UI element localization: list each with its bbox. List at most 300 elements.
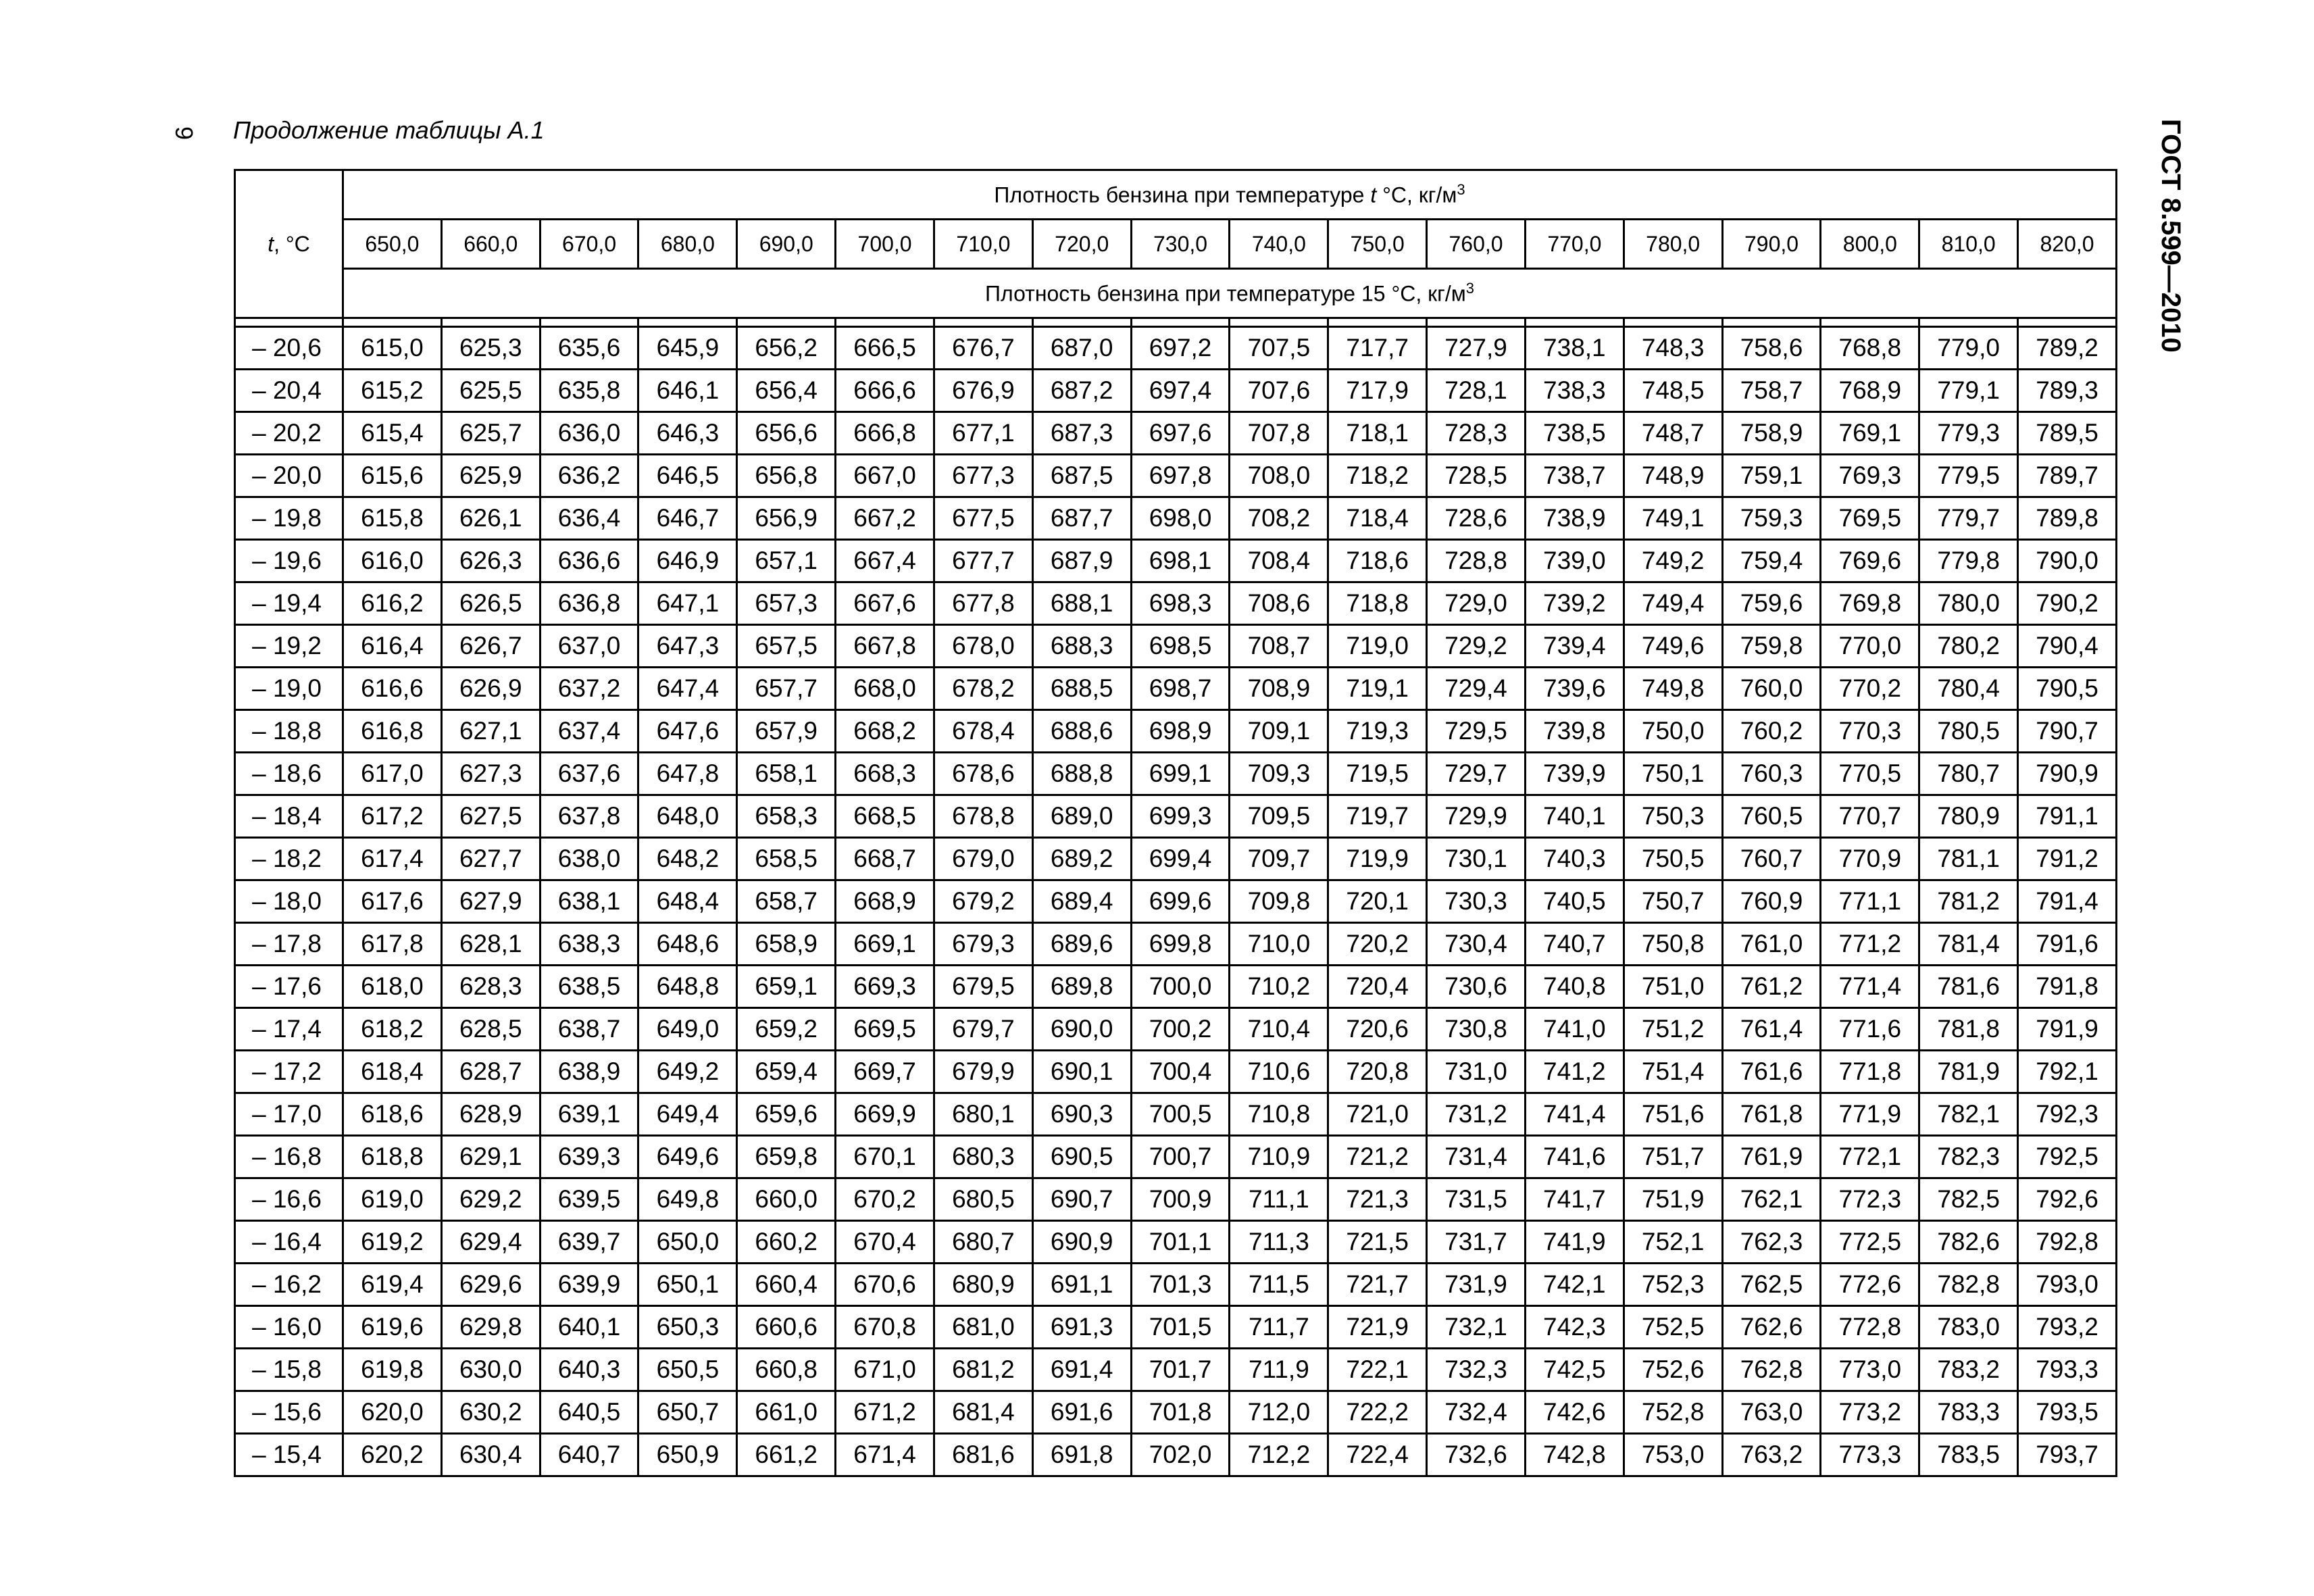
table-body	[235, 327, 2117, 1476]
density-column-header: 790,0	[1722, 220, 1821, 269]
density-cell: 630,2	[441, 1391, 540, 1434]
density-cell: 758,9	[1722, 412, 1821, 455]
density-cell: 637,4	[540, 710, 638, 753]
density-cell: 793,0	[2018, 1264, 2117, 1306]
density-cell: 781,2	[1919, 880, 2018, 923]
density-cell: 645,9	[638, 327, 737, 370]
density-cell: 647,8	[638, 753, 737, 795]
density-cell: 783,2	[1919, 1349, 2018, 1391]
density-cell: 780,7	[1919, 753, 2018, 795]
density-cell: 779,8	[1919, 540, 2018, 582]
density-cell: 779,1	[1919, 370, 2018, 412]
density-cell: 668,3	[836, 753, 934, 795]
density-cell: 730,8	[1427, 1008, 1526, 1051]
gap-cell	[836, 318, 934, 327]
density-cell: 702,0	[1131, 1434, 1230, 1476]
density-cell: 646,3	[638, 412, 737, 455]
density-cell: 711,5	[1230, 1264, 1328, 1306]
density-cell: 789,2	[2018, 327, 2117, 370]
density-cell: 677,1	[934, 412, 1032, 455]
density-cell: 637,6	[540, 753, 638, 795]
density-cell: 661,0	[737, 1391, 836, 1434]
density-cell: 719,5	[1328, 753, 1427, 795]
density-cell: 618,6	[343, 1093, 442, 1136]
density-cell: 709,1	[1230, 710, 1328, 753]
table-row	[235, 1434, 2117, 1476]
density-cell: 732,4	[1427, 1391, 1526, 1434]
density-cell: 636,0	[540, 412, 638, 455]
density-cell: 646,1	[638, 370, 737, 412]
density-cell: 792,5	[2018, 1136, 2117, 1178]
density-cell: 668,9	[836, 880, 934, 923]
density-cell: 699,6	[1131, 880, 1230, 923]
density-cell: 638,7	[540, 1008, 638, 1051]
density-cell: 639,3	[540, 1136, 638, 1178]
density-cell: 650,9	[638, 1434, 737, 1476]
table-row	[235, 753, 2117, 795]
density-cell: 701,3	[1131, 1264, 1230, 1306]
density-cell: 625,3	[441, 327, 540, 370]
density-cell: 660,2	[737, 1221, 836, 1264]
density-cell: 617,8	[343, 923, 442, 966]
density-cell: 627,3	[441, 753, 540, 795]
density-cell: 699,1	[1131, 753, 1230, 795]
density-cell: 712,2	[1230, 1434, 1328, 1476]
density-cell: 741,9	[1525, 1221, 1624, 1264]
density-cell: 636,4	[540, 497, 638, 540]
density-cell: 707,5	[1230, 327, 1328, 370]
density-cell: 667,0	[836, 455, 934, 497]
density-cell: 751,4	[1624, 1051, 1722, 1093]
density-cell: 780,4	[1919, 668, 2018, 710]
density-cell: 771,4	[1821, 966, 1919, 1008]
density-cell: 687,9	[1032, 540, 1131, 582]
density-cell: 718,4	[1328, 497, 1427, 540]
density-cell: 660,6	[737, 1306, 836, 1349]
density-cell: 646,5	[638, 455, 737, 497]
table-row	[235, 1349, 2117, 1391]
density-cell: 689,0	[1032, 795, 1131, 838]
density-cell: 761,6	[1722, 1051, 1821, 1093]
density-cell: 650,0	[638, 1221, 737, 1264]
density-cell: 742,8	[1525, 1434, 1624, 1476]
density-cell: 760,5	[1722, 795, 1821, 838]
density-cell: 711,9	[1230, 1349, 1328, 1391]
gap-cell	[235, 318, 343, 327]
density-cell: 698,5	[1131, 625, 1230, 668]
density-cell: 668,2	[836, 710, 934, 753]
table-row	[235, 1221, 2117, 1264]
density-cell: 749,4	[1624, 582, 1722, 625]
density-cell: 697,2	[1131, 327, 1230, 370]
temperature-cell: – 19,6	[235, 540, 343, 582]
table-row	[235, 1264, 2117, 1306]
density-cell: 752,6	[1624, 1349, 1722, 1391]
density-cell: 687,3	[1032, 412, 1131, 455]
density-cell: 721,9	[1328, 1306, 1427, 1349]
density-cell: 721,5	[1328, 1221, 1427, 1264]
density-cell: 772,1	[1821, 1136, 1919, 1178]
density-cell: 720,4	[1328, 966, 1427, 1008]
density-cell: 732,1	[1427, 1306, 1526, 1349]
density-cell: 668,0	[836, 668, 934, 710]
temperature-cell: – 20,2	[235, 412, 343, 455]
density-cell: 758,7	[1722, 370, 1821, 412]
density-cell: 762,6	[1722, 1306, 1821, 1349]
density-cell: 779,7	[1919, 497, 2018, 540]
density-cell: 720,8	[1328, 1051, 1427, 1093]
density-cell: 646,7	[638, 497, 737, 540]
density-cell: 626,5	[441, 582, 540, 625]
density-cell: 615,6	[343, 455, 442, 497]
density-column-header: 710,0	[934, 220, 1032, 269]
density-cell: 679,0	[934, 838, 1032, 880]
density-cell: 626,1	[441, 497, 540, 540]
density-cell: 719,0	[1328, 625, 1427, 668]
density-cell: 640,3	[540, 1349, 638, 1391]
density-cell: 709,8	[1230, 880, 1328, 923]
density-cell: 701,7	[1131, 1349, 1230, 1391]
density-column-header: 780,0	[1624, 220, 1722, 269]
density-cell: 792,1	[2018, 1051, 2117, 1093]
gap-cell	[1230, 318, 1328, 327]
density-cell: 616,4	[343, 625, 442, 668]
density-cell: 739,8	[1525, 710, 1624, 753]
density-cell: 659,4	[737, 1051, 836, 1093]
temperature-cell: – 16,8	[235, 1136, 343, 1178]
density-cell: 681,4	[934, 1391, 1032, 1434]
density-cell: 729,7	[1427, 753, 1526, 795]
density-cell: 719,3	[1328, 710, 1427, 753]
density-cell: 749,8	[1624, 668, 1722, 710]
density-cell: 780,9	[1919, 795, 2018, 838]
density-cell: 618,4	[343, 1051, 442, 1093]
density-cell: 677,8	[934, 582, 1032, 625]
density-cell: 792,8	[2018, 1221, 2117, 1264]
density-cell: 657,1	[737, 540, 836, 582]
density-column-header: 680,0	[638, 220, 737, 269]
density-cell: 619,2	[343, 1221, 442, 1264]
density-cell: 741,7	[1525, 1178, 1624, 1221]
density-cell: 761,9	[1722, 1136, 1821, 1178]
density-cell: 783,3	[1919, 1391, 2018, 1434]
density-cell: 670,1	[836, 1136, 934, 1178]
density-cell: 790,0	[2018, 540, 2117, 582]
density-cell: 628,9	[441, 1093, 540, 1136]
density-cell: 731,5	[1427, 1178, 1526, 1221]
density-cell: 760,9	[1722, 880, 1821, 923]
density-cell: 687,5	[1032, 455, 1131, 497]
density-cell: 760,2	[1722, 710, 1821, 753]
density-cell: 680,9	[934, 1264, 1032, 1306]
temperature-cell: – 19,8	[235, 497, 343, 540]
density-cell: 771,6	[1821, 1008, 1919, 1051]
temperature-cell: – 20,6	[235, 327, 343, 370]
density-cell: 752,1	[1624, 1221, 1722, 1264]
density-cell: 740,7	[1525, 923, 1624, 966]
density-cell: 710,0	[1230, 923, 1328, 966]
density-cell: 638,5	[540, 966, 638, 1008]
density-cell: 742,1	[1525, 1264, 1624, 1306]
density-cell: 711,3	[1230, 1221, 1328, 1264]
density-cell: 762,8	[1722, 1349, 1821, 1391]
density-cell: 728,8	[1427, 540, 1526, 582]
density-cell: 640,1	[540, 1306, 638, 1349]
density-cell: 676,7	[934, 327, 1032, 370]
temperature-cell: – 16,6	[235, 1178, 343, 1221]
density-cell: 721,7	[1328, 1264, 1427, 1306]
density-cell: 700,4	[1131, 1051, 1230, 1093]
density-cell: 791,6	[2018, 923, 2117, 966]
density-cell: 648,0	[638, 795, 737, 838]
density-cell: 762,5	[1722, 1264, 1821, 1306]
density-cell: 748,7	[1624, 412, 1722, 455]
table-row	[235, 582, 2117, 625]
density-cell: 780,5	[1919, 710, 2018, 753]
density-column-header: 700,0	[836, 220, 934, 269]
density-cell: 731,4	[1427, 1136, 1526, 1178]
density-cell: 699,3	[1131, 795, 1230, 838]
density-cell: 625,5	[441, 370, 540, 412]
density-cell: 616,6	[343, 668, 442, 710]
density-cell: 750,1	[1624, 753, 1722, 795]
density-cell: 689,4	[1032, 880, 1131, 923]
density-cell: 728,6	[1427, 497, 1526, 540]
density-cell: 677,5	[934, 497, 1032, 540]
density-cell: 742,5	[1525, 1349, 1624, 1391]
density-cell: 750,7	[1624, 880, 1722, 923]
density-cell: 688,6	[1032, 710, 1131, 753]
density-cell: 678,0	[934, 625, 1032, 668]
density-cell: 720,2	[1328, 923, 1427, 966]
density-cell: 659,1	[737, 966, 836, 1008]
density-cell: 771,9	[1821, 1093, 1919, 1136]
page-number: 9	[170, 126, 199, 141]
density-cell: 628,7	[441, 1051, 540, 1093]
density-cell: 793,3	[2018, 1349, 2117, 1391]
density-cell: 773,2	[1821, 1391, 1919, 1434]
density-cell: 708,6	[1230, 582, 1328, 625]
density-cell: 668,7	[836, 838, 934, 880]
density-cell: 748,3	[1624, 327, 1722, 370]
density-cell: 770,9	[1821, 838, 1919, 880]
density-cell: 688,3	[1032, 625, 1131, 668]
density-cell: 729,9	[1427, 795, 1526, 838]
table-row	[235, 668, 2117, 710]
gap-cell	[441, 318, 540, 327]
density-cell: 690,1	[1032, 1051, 1131, 1093]
density-cell: 773,3	[1821, 1434, 1919, 1476]
density-cell: 729,2	[1427, 625, 1526, 668]
temperature-cell: – 18,6	[235, 753, 343, 795]
density-cell: 738,7	[1525, 455, 1624, 497]
density-cell: 691,3	[1032, 1306, 1131, 1349]
density-cell: 782,5	[1919, 1178, 2018, 1221]
density-cell: 772,6	[1821, 1264, 1919, 1306]
density-cell: 739,2	[1525, 582, 1624, 625]
density-cell: 789,8	[2018, 497, 2117, 540]
density-cell: 639,9	[540, 1264, 638, 1306]
density-cell: 627,9	[441, 880, 540, 923]
density-cell: 731,9	[1427, 1264, 1526, 1306]
density-cell: 700,9	[1131, 1178, 1230, 1221]
density-cell: 657,3	[737, 582, 836, 625]
density-cell: 711,7	[1230, 1306, 1328, 1349]
density-cell: 639,5	[540, 1178, 638, 1221]
density-cell: 741,2	[1525, 1051, 1624, 1093]
density-cell: 629,2	[441, 1178, 540, 1221]
density-cell: 689,2	[1032, 838, 1131, 880]
density-cell: 668,5	[836, 795, 934, 838]
density-cell: 627,1	[441, 710, 540, 753]
temperature-cell: – 20,0	[235, 455, 343, 497]
density-cell: 640,5	[540, 1391, 638, 1434]
table-row	[235, 412, 2117, 455]
density-cell: 769,6	[1821, 540, 1919, 582]
density-cell: 681,2	[934, 1349, 1032, 1391]
density-cell: 635,8	[540, 370, 638, 412]
temperature-cell: – 17,2	[235, 1051, 343, 1093]
temperature-cell: – 18,2	[235, 838, 343, 880]
density-cell: 759,6	[1722, 582, 1821, 625]
density-cell: 619,6	[343, 1306, 442, 1349]
density-cell: 690,0	[1032, 1008, 1131, 1051]
table-row	[235, 795, 2117, 838]
density-cell: 671,4	[836, 1434, 934, 1476]
density-cell: 738,9	[1525, 497, 1624, 540]
density-cell: 740,5	[1525, 880, 1624, 923]
density-cell: 718,1	[1328, 412, 1427, 455]
density-cell: 718,2	[1328, 455, 1427, 497]
density-cell: 759,1	[1722, 455, 1821, 497]
density-cell: 782,6	[1919, 1221, 2018, 1264]
density-column-header: 730,0	[1131, 220, 1230, 269]
density-cell: 771,1	[1821, 880, 1919, 923]
density-cell: 708,2	[1230, 497, 1328, 540]
temperature-cell: – 19,0	[235, 668, 343, 710]
density-cell: 660,8	[737, 1349, 836, 1391]
density-cell: 687,2	[1032, 370, 1131, 412]
density-cell: 759,8	[1722, 625, 1821, 668]
density-cell: 708,9	[1230, 668, 1328, 710]
density-cell: 791,1	[2018, 795, 2117, 838]
density-cell: 780,0	[1919, 582, 2018, 625]
density-cell: 772,5	[1821, 1221, 1919, 1264]
density-cell: 791,9	[2018, 1008, 2117, 1051]
density-cell: 752,3	[1624, 1264, 1722, 1306]
temperature-cell: – 15,6	[235, 1391, 343, 1434]
density-cell: 710,2	[1230, 966, 1328, 1008]
density-cell: 700,5	[1131, 1093, 1230, 1136]
density-cell: 790,2	[2018, 582, 2117, 625]
density-cell: 782,3	[1919, 1136, 2018, 1178]
gap-cell	[737, 318, 836, 327]
density-cell: 741,6	[1525, 1136, 1624, 1178]
density-cell: 742,3	[1525, 1306, 1624, 1349]
density-cell: 649,0	[638, 1008, 737, 1051]
density-cell: 770,3	[1821, 710, 1919, 753]
density-cell: 731,7	[1427, 1221, 1526, 1264]
table-row	[235, 497, 2117, 540]
density-cell: 728,5	[1427, 455, 1526, 497]
density-cell: 761,2	[1722, 966, 1821, 1008]
density-cell: 792,3	[2018, 1093, 2117, 1136]
density-cell: 667,2	[836, 497, 934, 540]
density-cell: 770,0	[1821, 625, 1919, 668]
density-cell: 790,5	[2018, 668, 2117, 710]
density-cell: 783,5	[1919, 1434, 2018, 1476]
density-cell: 769,5	[1821, 497, 1919, 540]
gap-cell	[1328, 318, 1427, 327]
density-cell: 768,8	[1821, 327, 1919, 370]
table-row	[235, 1051, 2117, 1093]
density-cell: 792,6	[2018, 1178, 2117, 1221]
gap-cell	[1525, 318, 1624, 327]
density-cell: 708,4	[1230, 540, 1328, 582]
table-row	[235, 923, 2117, 966]
density-cell: 741,0	[1525, 1008, 1624, 1051]
density-cell: 669,5	[836, 1008, 934, 1051]
density-cell: 701,8	[1131, 1391, 1230, 1434]
density-cell: 793,5	[2018, 1391, 2117, 1434]
density-cell: 770,5	[1821, 753, 1919, 795]
density-cell: 615,2	[343, 370, 442, 412]
density-cell: 679,3	[934, 923, 1032, 966]
density-cell: 670,6	[836, 1264, 934, 1306]
table-row	[235, 880, 2117, 923]
density-cell: 660,0	[737, 1178, 836, 1221]
density-cell: 657,5	[737, 625, 836, 668]
density-cell: 699,4	[1131, 838, 1230, 880]
density-cell: 790,9	[2018, 753, 2117, 795]
density-cell: 722,2	[1328, 1391, 1427, 1434]
density-column-header: 690,0	[737, 220, 836, 269]
density-cell: 701,5	[1131, 1306, 1230, 1349]
density-cell: 619,4	[343, 1264, 442, 1306]
density-cell: 790,7	[2018, 710, 2117, 753]
density-cell: 658,9	[737, 923, 836, 966]
density-cell: 781,1	[1919, 838, 2018, 880]
density-cell: 647,3	[638, 625, 737, 668]
density-cell: 772,8	[1821, 1306, 1919, 1349]
temperature-cell: – 17,6	[235, 966, 343, 1008]
density-cell: 636,6	[540, 540, 638, 582]
density-cell: 700,2	[1131, 1008, 1230, 1051]
table-row	[235, 1306, 2117, 1349]
density-cell: 637,8	[540, 795, 638, 838]
density-cell: 781,6	[1919, 966, 2018, 1008]
gap-cell	[1821, 318, 1919, 327]
density-cell: 708,7	[1230, 625, 1328, 668]
density-cell: 666,6	[836, 370, 934, 412]
density-cell: 667,4	[836, 540, 934, 582]
density-cell: 670,4	[836, 1221, 934, 1264]
gap-cell	[934, 318, 1032, 327]
density-cell: 669,9	[836, 1093, 934, 1136]
density-cell: 619,8	[343, 1349, 442, 1391]
density-cell: 783,0	[1919, 1306, 2018, 1349]
density-cell: 689,6	[1032, 923, 1131, 966]
density-cell: 629,1	[441, 1136, 540, 1178]
density-cell: 739,6	[1525, 668, 1624, 710]
density-cell: 698,3	[1131, 582, 1230, 625]
density-cell: 679,5	[934, 966, 1032, 1008]
density-cell: 763,2	[1722, 1434, 1821, 1476]
density-cell: 710,4	[1230, 1008, 1328, 1051]
temperature-cell: – 18,0	[235, 880, 343, 923]
density-cell: 750,0	[1624, 710, 1722, 753]
table-row	[235, 838, 2117, 880]
